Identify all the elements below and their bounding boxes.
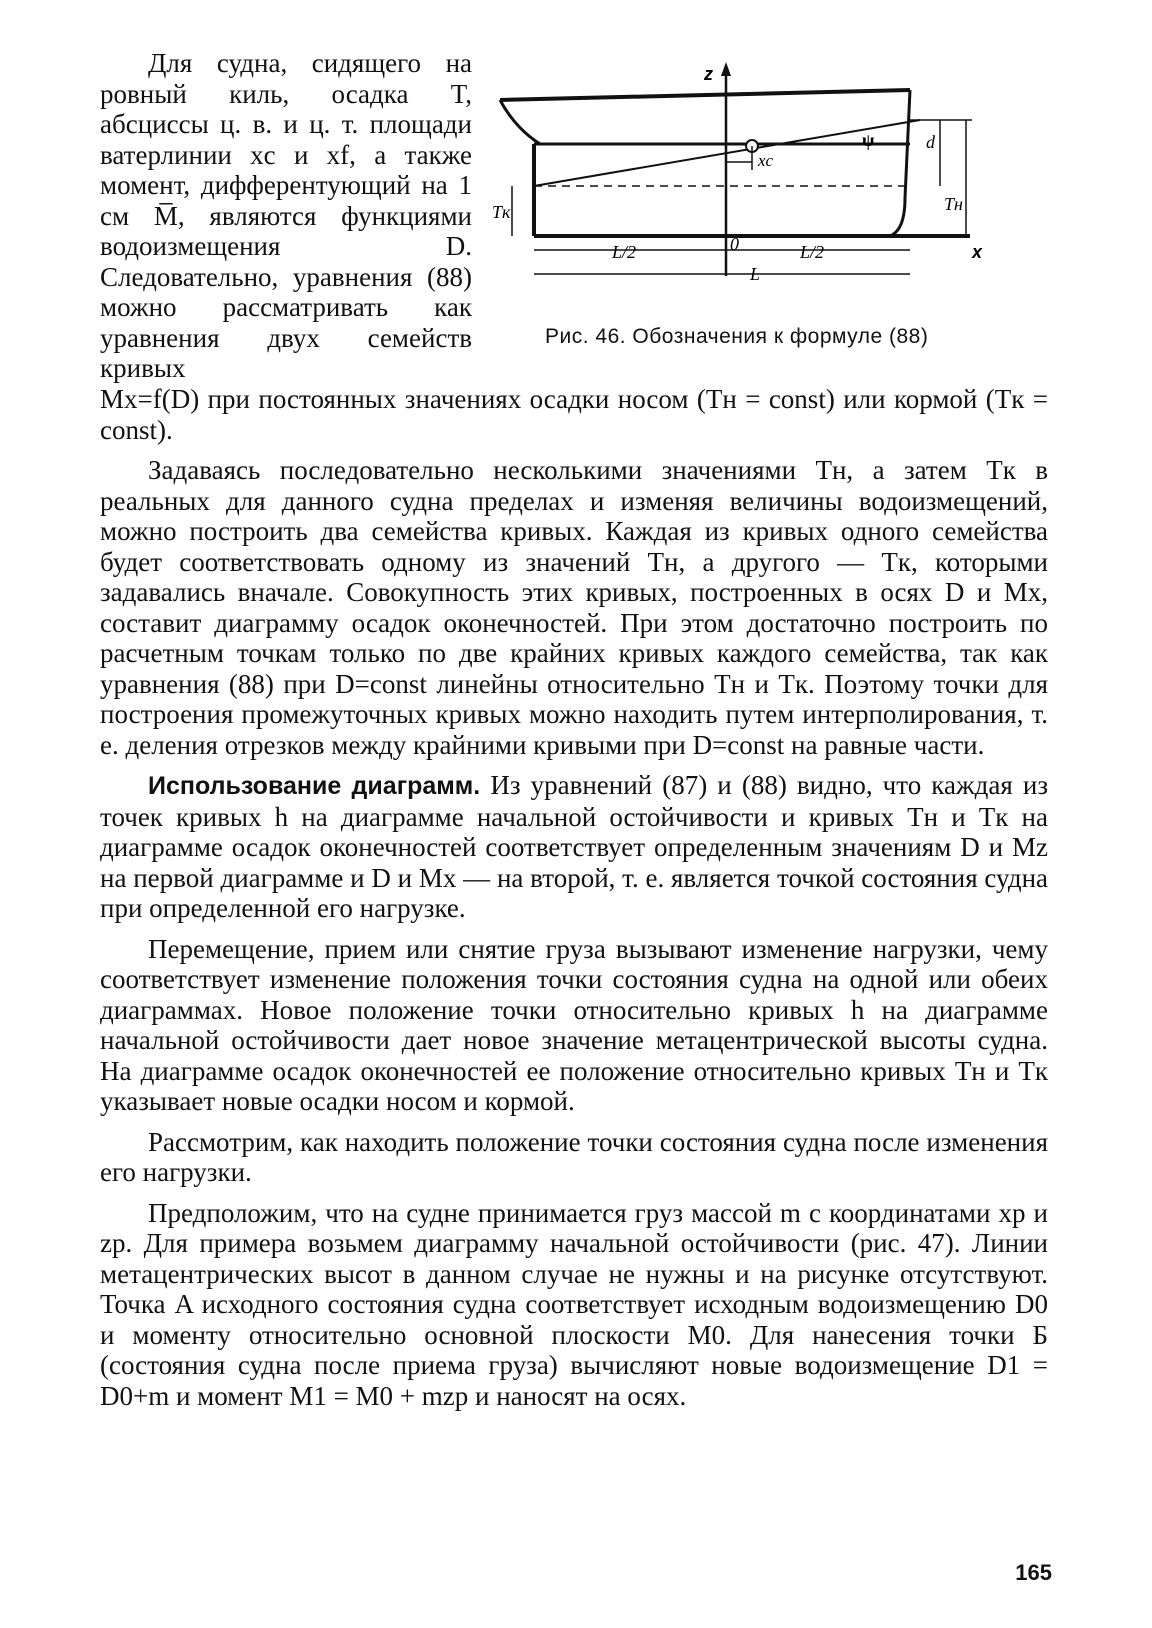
figure-caption: Рис. 46. Обозначения к формуле (88) <box>545 325 929 348</box>
bow-line <box>890 90 910 236</box>
intro-paragraph: Для судна, сидящего на ровный киль, осадка T, абсциссы ц. в. и ц. т. площади ватерлинии xc и xf, а также момент, дифферентующий на 1 см M̅, являются функциями водоизмещения D. Следовательно, уравнения (88) можно рассматривать как уравнения двух семейств кривых <box>100 48 472 383</box>
paragraph-5: Рассмотрим, как находить положение точки состояния судна после изменения его нагрузки. <box>100 1126 1048 1187</box>
tk-label: Tк <box>492 202 511 222</box>
paragraph-2: Задаваясь последовательно несколькими значениями Tн, а затем Tк в реальных для данного судна пределах и изменяя величины водоизмещений, можно построить два семейства кривых. Каждая из кривых одного семейства будет соответствовать одному из значений Tн, а другого — Tк, которыми задавались вначале. Совокупность этих кривых, построенных в осях D и Mx, составит диаграмму осадок оконечностей. При этом достаточно построить по расчетным точкам только по две крайних кривых каждого семейства, так как уравнения (88) при D=const линейны относительно Tн и Tк. Поэтому точки для построения промежуточных кривых можно находить путем интерполирования, т. е. деления отрезков между крайними кривыми при D=const на равные части. <box>100 455 1048 760</box>
origin-label: 0 <box>730 234 739 254</box>
page-number: 165 <box>1015 1560 1052 1585</box>
paragraph-3-text: Из уравнений (87) и (88) видно, что каждая из точек кривых h на диаграмме начальной остойчивости и кривых Tн и Tк на диаграмме осадок оконечностей соответствует определенным значениям D и Mz на первой диаграмме и D и Mx — на второй, т. е. является точкой состояния судна при определенной его нагрузке. <box>100 770 1048 923</box>
l-half-right-label: L/2 <box>800 242 825 262</box>
z-arrow <box>721 62 731 76</box>
paragraph-4: Перемещение, прием или снятие груза вызывают изменение нагрузки, чему соответствует изменение положения точки состояния судна на одной или обеих диаграммах. Новое положение точки относительно кривых h на диаграмме начальной остойчивости дает новое значение метацентрической высоты судна. На диаграмме осадок оконечностей ее положение относительно кривых Tн и Tк указывает новые осадки носом и кормой. <box>100 933 1048 1116</box>
xc-label: xc <box>758 151 774 170</box>
ship-diagram <box>492 58 1060 308</box>
ship-draft-figure <box>492 58 1060 358</box>
tn-label: Tн <box>944 194 963 214</box>
z-label: z <box>704 64 713 84</box>
main-text <box>100 384 1048 1411</box>
d-label: d <box>926 132 935 152</box>
paragraph-6: Предположим, что на судне принимается груз массой m с координатами xp и zp. Для примера возьмем диаграмму начальной остойчивости (рис. 47). Линии метацентрических высот в данном случае не нужны и на рисунке отсутствуют. Точка A исходного состояния судна соответствует исходным водоизмещению D0 и моменту относительно основной плоскости M0. Для нанесения точки Б (состояния судна после приема груза) вычисляют новые водоизмещение D1 = D0+m и момент M1 = M0 + mzp и наносят на осях. <box>100 1197 1048 1411</box>
x-label: x <box>972 242 983 262</box>
section-heading: Использование диаграмм. <box>148 772 481 800</box>
stern-curve <box>500 100 540 144</box>
paragraph-1: Mx=f(D) при постоянных значениях осадки носом (Tн = const) или кормой (Tк = const). <box>100 384 1048 445</box>
l-label: L <box>750 264 761 284</box>
l-half-left-label: L/2 <box>612 242 637 262</box>
paragraph-3 <box>100 770 1048 924</box>
psi-label: ψ <box>862 130 875 150</box>
deck-line <box>500 90 910 100</box>
